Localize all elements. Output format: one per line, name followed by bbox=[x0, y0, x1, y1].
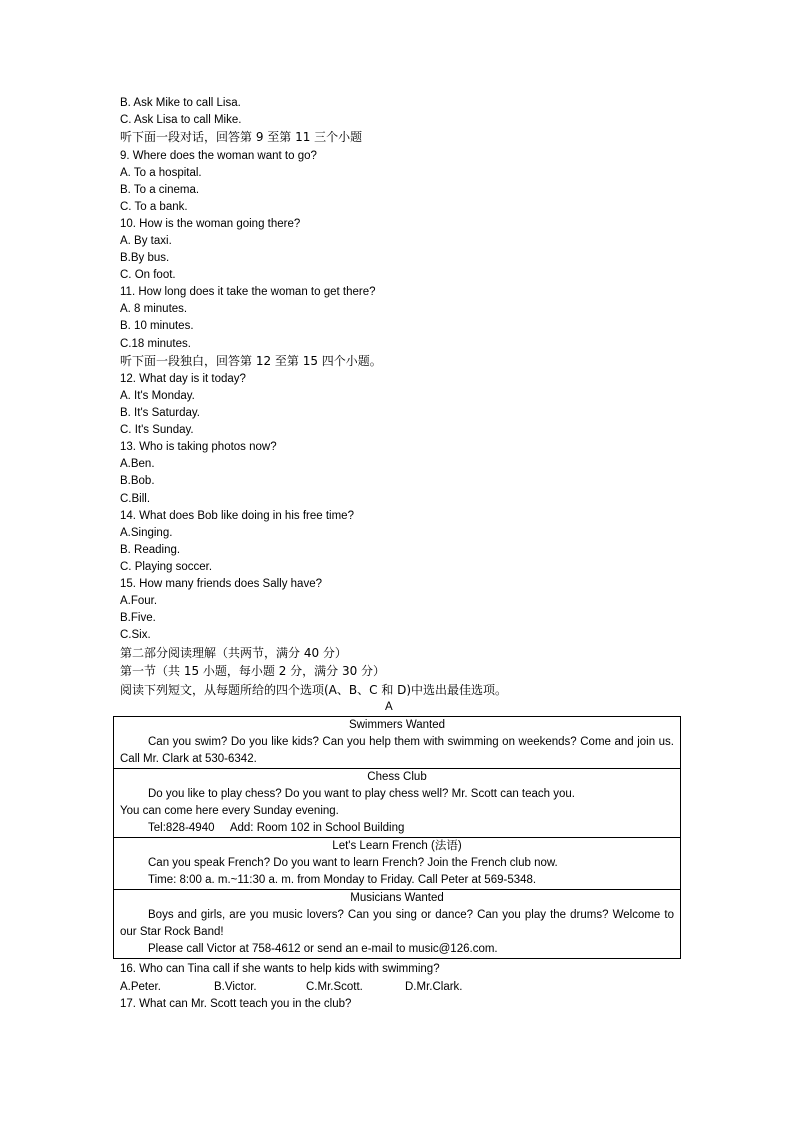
section-heading: 第一节（共 15 小题，每小题 2 分，满分 30 分） bbox=[120, 664, 386, 678]
ad-french bbox=[114, 838, 681, 890]
question: 11. How long does it take the woman to get there? bbox=[120, 286, 376, 298]
ad-body: Can you swim? Do you like kids? Can you help them with swimming on weekends? Come and join us. Call Mr. Clark at 530-6342. bbox=[120, 736, 674, 765]
question: 10. How is the woman going there? bbox=[120, 218, 301, 230]
option: C.Mr.Scott. bbox=[306, 981, 363, 993]
ad-title: Let's Learn French (法语) bbox=[332, 840, 462, 852]
option: A.Four. bbox=[120, 595, 158, 607]
option: C.18 minutes. bbox=[120, 338, 191, 350]
section-instruction: 听下面一段独白，回答第 12 至第 15 四个小题。 bbox=[120, 354, 382, 368]
ad-body: Can you speak French? Do you want to learn French? Join the French club now. bbox=[148, 857, 558, 869]
option: A. It's Monday. bbox=[120, 390, 195, 402]
ad-contact: Tel:828-4940 Add: Room 102 in School Building bbox=[148, 822, 405, 834]
option: B. It's Saturday. bbox=[120, 407, 200, 419]
option: D.Mr.Clark. bbox=[405, 981, 463, 993]
reading-instruction: 阅读下列短文，从每题所给的四个选项(A、B、C 和 D)中选出最佳选项。 bbox=[120, 683, 508, 697]
ad-contact: Please call Victor at 758-4612 or send an e-mail to music@126.com. bbox=[148, 943, 498, 955]
part-heading: 第二部分阅读理解（共两节，满分 40 分） bbox=[120, 646, 347, 660]
line: C. Ask Lisa to call Mike. bbox=[120, 114, 242, 126]
option: A.Ben. bbox=[120, 458, 155, 470]
option: C.Bill. bbox=[120, 493, 151, 505]
ad-title: Chess Club bbox=[367, 771, 427, 783]
ad-title: Swimmers Wanted bbox=[348, 719, 446, 731]
option: C.Six. bbox=[120, 629, 151, 641]
option: A.Peter. bbox=[120, 981, 161, 993]
option: A. To a hospital. bbox=[120, 167, 202, 179]
question: 15. How many friends does Sally have? bbox=[120, 578, 322, 590]
option: C. To a bank. bbox=[120, 201, 188, 213]
option: B. To a cinema. bbox=[120, 184, 200, 196]
question: 17. What can Mr. Scott teach you in the club? bbox=[120, 998, 352, 1010]
option: C. Playing soccer. bbox=[120, 561, 213, 573]
ads-table bbox=[113, 716, 681, 959]
question: 14. What does Bob like doing in his free time? bbox=[120, 510, 354, 522]
option-row bbox=[120, 979, 463, 996]
option: A.Singing. bbox=[120, 527, 173, 539]
question: 16. Who can Tina call if she wants to help kids with swimming? bbox=[120, 963, 440, 975]
ad-title: Musicians Wanted bbox=[350, 892, 444, 904]
ad-body: Boys and girls, are you music lovers? Can you sing or dance? Can you play the drums? Welcome to our Star Rock Band! bbox=[120, 909, 674, 938]
question: 13. Who is taking photos now? bbox=[120, 441, 277, 453]
question: 12. What day is it today? bbox=[120, 373, 246, 385]
ad-body: Do you like to play chess? Do you want to play chess well? Mr. Scott can teach you. bbox=[148, 788, 575, 800]
section-instruction: 听下面一段对话，回答第 9 至第 11 三个小题 bbox=[120, 130, 363, 144]
option: B. Reading. bbox=[120, 544, 181, 556]
ad-chess bbox=[114, 769, 681, 838]
option: B.Bob. bbox=[120, 475, 155, 487]
option: B.Five. bbox=[120, 612, 156, 624]
option: B.Victor. bbox=[214, 981, 257, 993]
ad-swimmers bbox=[114, 717, 681, 769]
option: C. On foot. bbox=[120, 269, 176, 281]
line: B. Ask Mike to call Lisa. bbox=[120, 97, 241, 109]
ad-musicians bbox=[114, 890, 681, 959]
option: B. 10 minutes. bbox=[120, 320, 194, 332]
option: C. It's Sunday. bbox=[120, 424, 194, 436]
option: B.By bus. bbox=[120, 252, 170, 264]
option: A. 8 minutes. bbox=[120, 303, 188, 315]
question: 9. Where does the woman want to go? bbox=[120, 150, 317, 162]
option: A. By taxi. bbox=[120, 235, 172, 247]
ad-body: You can come here every Sunday evening. bbox=[120, 805, 339, 817]
passage-label: A bbox=[385, 701, 393, 713]
ad-body: Time: 8:00 a. m.~11:30 a. m. from Monday to Friday. Call Peter at 569-5348. bbox=[148, 874, 537, 886]
